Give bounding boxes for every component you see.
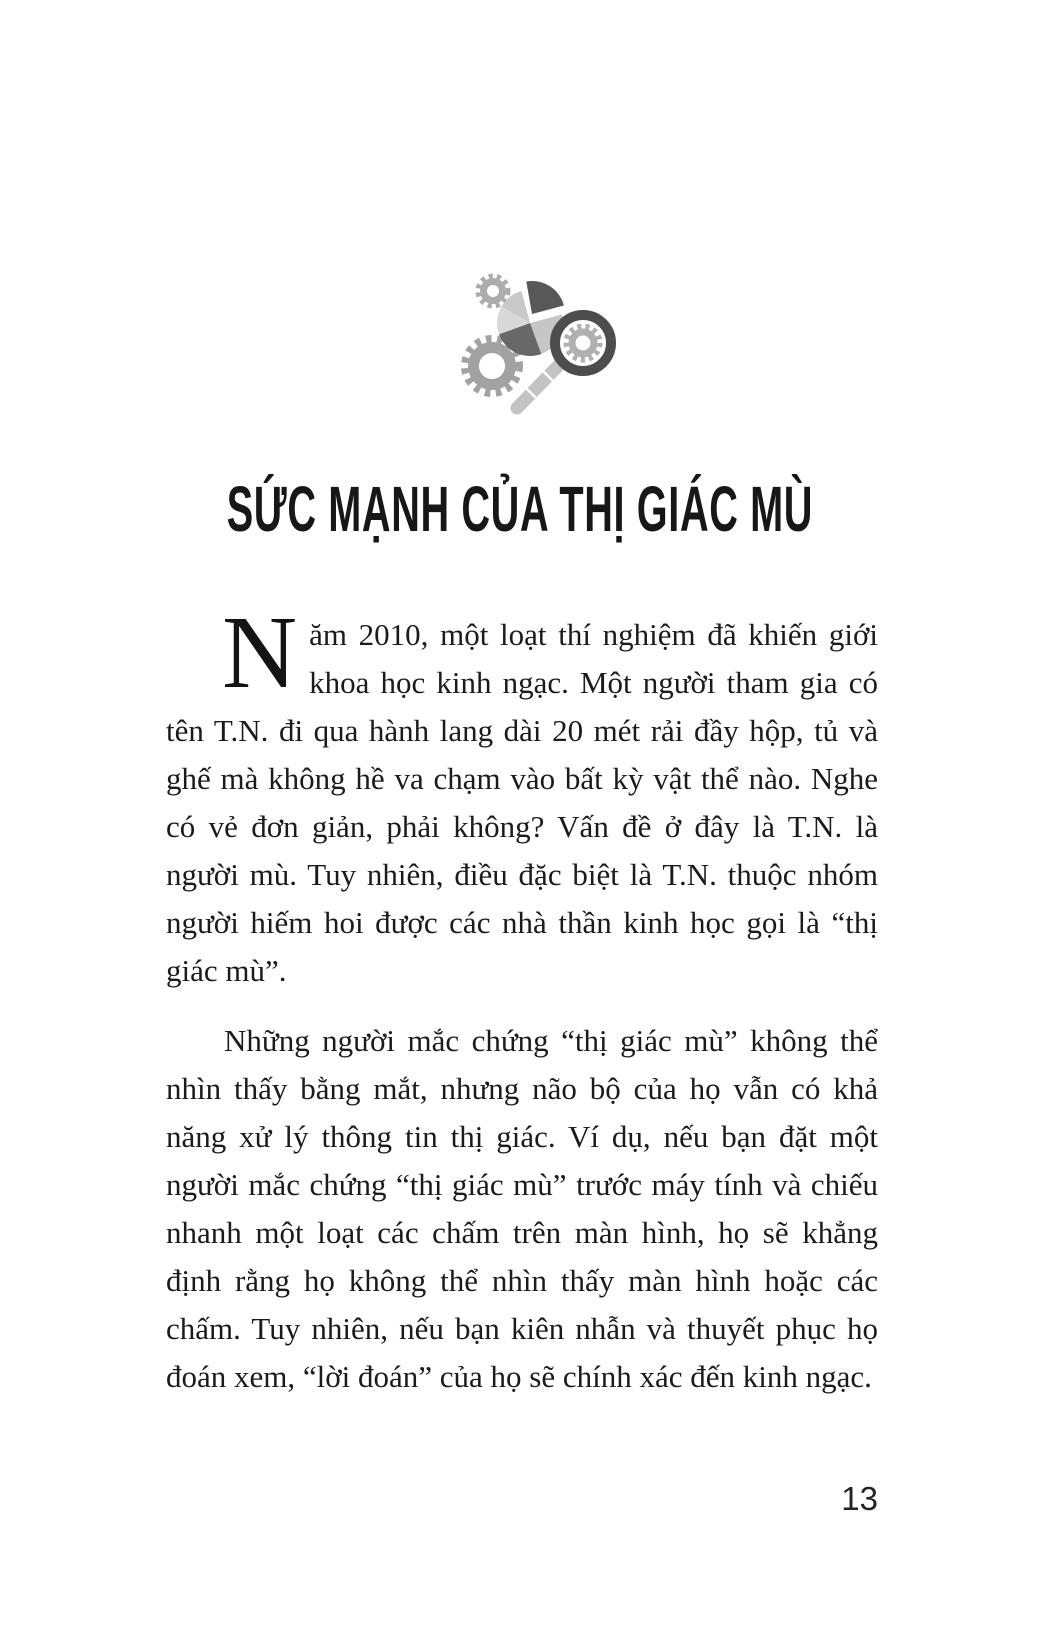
drop-cap: N — [222, 595, 298, 710]
page-number: 13 — [841, 1480, 878, 1517]
paragraph-1-text: ăm 2010, một loạt thí nghiệm đã khiến giới khoa học kinh ngạc. Một người tham gia có tên T.N. đi qua hành lang dài 20 mét rải đầy hộp, tủ và ghế mà không hề va chạm vào bất kỳ vật thể nào. Nghe có vẻ đơn giản, phải không? Vấn đề ở đây là T.N. là người mù. Tuy nhiên, điều đặc biệt là T.N. thuộc nhóm người hiếm hoi được các nhà thần kinh học gọi là “thị giác mù”. — [166, 617, 878, 988]
chapter-title — [0, 473, 1040, 545]
body-text-column — [166, 595, 878, 1401]
paragraph-1 — [166, 595, 878, 995]
small-gear-icon — [479, 277, 508, 306]
chapter-title-text: SỨC MẠNH CỦA THỊ GIÁC MÙ — [226, 473, 814, 545]
gears-pie-magnifier-icon — [434, 252, 634, 422]
paragraph-2: Những người mắc chứng “thị giác mù” không thể nhìn thấy bằng mắt, nhưng não bộ của họ vẫn có khả năng xử lý thông tin thị giác. Ví dụ, nếu bạn đặt một người mắc chứng “thị giác mù” trước máy tính và chiếu nhanh một loạt các chấm trên màn hình, họ sẽ khẳng định rằng họ không thể nhìn thấy màn hình hoặc các chấm. Tuy nhiên, nếu bạn kiên nhẫn và thuyết phục họ đoán xem, “lời đoán” của họ sẽ chính xác đến kinh ngạc. — [166, 1023, 878, 1394]
chapter-icon — [434, 252, 634, 422]
